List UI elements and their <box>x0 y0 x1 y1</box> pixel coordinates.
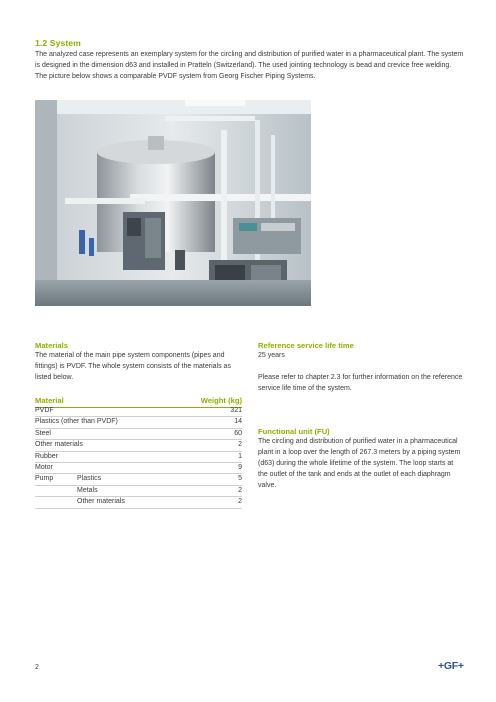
row-sub <box>77 417 202 427</box>
row-sub <box>77 452 202 462</box>
row-material: PVDF <box>35 407 54 414</box>
table-row <box>35 497 242 508</box>
row-sub: Other materials <box>77 498 125 506</box>
row-weight: 2 <box>238 486 242 494</box>
row-material <box>35 497 77 507</box>
row-weight: 2 <box>238 498 242 506</box>
reference-note: Please refer to chapter 2.3 for further information on the reference service life time of the system. <box>258 374 463 392</box>
table-row <box>35 417 242 428</box>
fu-text-wrap <box>258 436 463 491</box>
section-title: 1.2 System <box>35 38 81 48</box>
row-weight: 14 <box>234 418 242 426</box>
table-row <box>35 474 242 485</box>
row-sub: Metals <box>77 486 98 494</box>
table-row <box>35 452 242 463</box>
gf-logo: +GF+ <box>438 660 464 672</box>
row-sub: Plastics <box>77 475 102 483</box>
intro-paragraph-1: The analyzed case represents an exemplary system for the circling and distribution of purified water in a pharmaceutical plant. The system is designed in the dimension d63 and installed in Pratteln (Switzerland). The used jointing technology is bead and crevice free welding. <box>35 51 464 69</box>
row-weight: 1 <box>238 452 242 460</box>
row-weight: 2 <box>238 441 242 449</box>
table-row <box>35 463 242 474</box>
col-weight: Weight (kg) <box>200 396 242 405</box>
row-material: Other materials <box>35 441 83 449</box>
intro-paragraph-2: The picture below shows a comparable PVDF system from Georg Fischer Piping Systems. <box>35 73 316 80</box>
reference-heading: Reference service life time <box>258 341 354 350</box>
table-row <box>35 406 242 417</box>
system-photo <box>35 100 311 306</box>
row-weight: 9 <box>238 463 242 471</box>
reference-text-wrap <box>258 350 463 394</box>
weight-table <box>35 406 242 509</box>
row-weight: 321 <box>230 407 242 414</box>
fu-text: The circling and distribution of purified water in a pharmaceutical plant in a loop over the length of 267.3 meters by a piping system (d63) during the whole lifetime of the system. The loop starts at the outlet of the tank and ends at the outlet of each diaphragm valve. <box>258 438 461 489</box>
reference-value: 25 years <box>258 352 285 359</box>
row-material: Rubber <box>35 452 58 460</box>
page-number: 2 <box>35 664 39 671</box>
materials-text: The material of the main pipe system components (pipes and fittings) is PVDF. The whole system consists of the materials as listed below. <box>35 352 231 381</box>
table-row <box>35 440 242 451</box>
fu-heading: Functional unit (FU) <box>258 427 330 436</box>
materials-text-wrap <box>35 350 245 383</box>
row-weight: 60 <box>234 429 242 437</box>
intro-text <box>35 49 467 82</box>
row-material: Steel <box>35 429 51 437</box>
row-sub <box>77 429 202 439</box>
row-material <box>35 486 77 496</box>
row-sub <box>77 463 202 473</box>
row-weight: 5 <box>238 475 242 483</box>
table-row <box>35 486 242 497</box>
materials-heading: Materials <box>35 341 68 350</box>
col-material: Material <box>35 396 64 405</box>
row-material: Plastics (other than PVDF) <box>35 418 118 426</box>
table-row <box>35 429 242 440</box>
row-sub <box>77 406 202 416</box>
row-material: Motor <box>35 463 53 471</box>
row-material: Pump <box>35 475 54 483</box>
row-sub <box>77 440 202 450</box>
